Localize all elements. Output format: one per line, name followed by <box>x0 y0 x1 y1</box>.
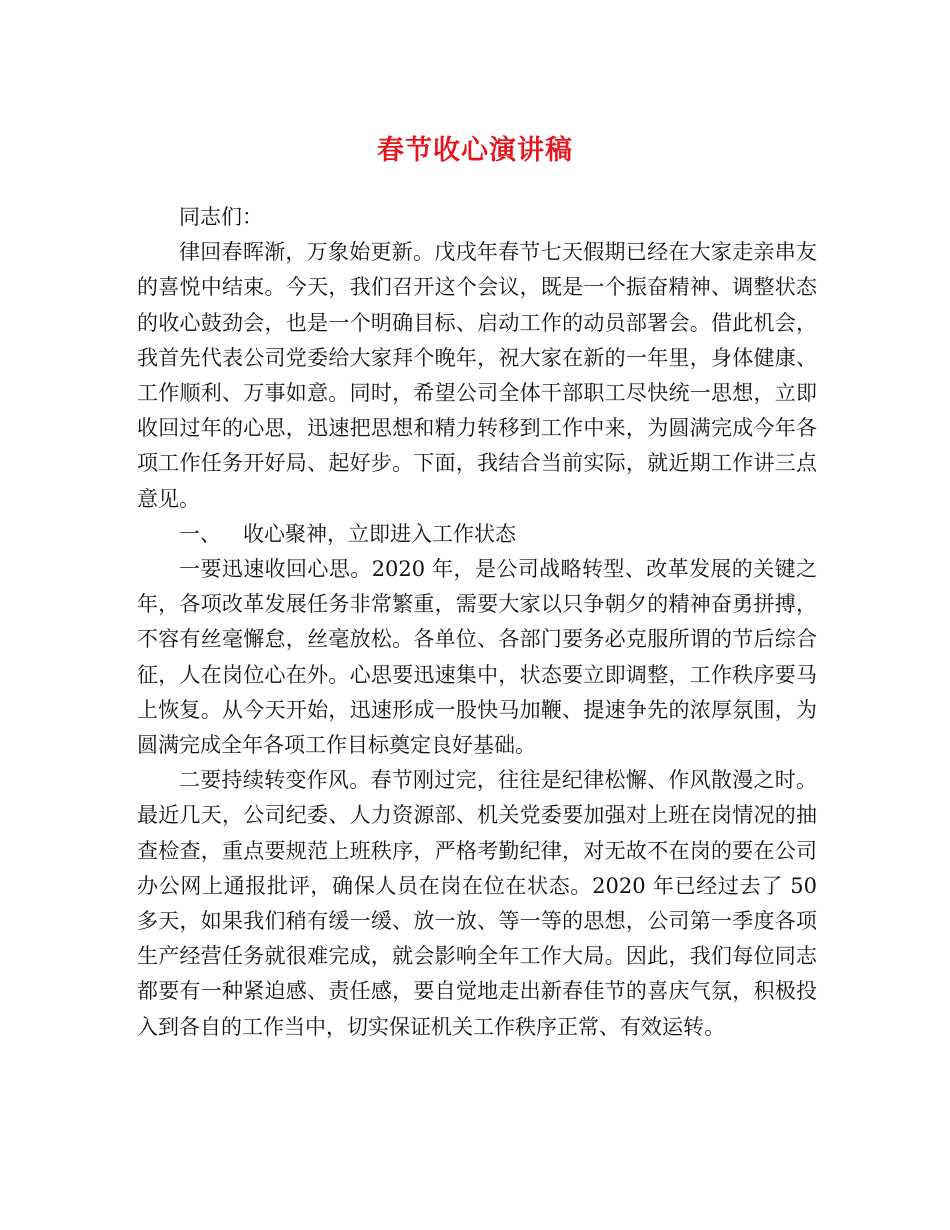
section-heading-1 <box>137 517 817 552</box>
greeting: 同志们： <box>179 205 263 229</box>
document-body <box>137 200 817 1045</box>
section-number: 一、 <box>179 521 221 546</box>
section-title: 收心聚神，立即进入工作状态 <box>243 521 516 546</box>
paragraph-intro: 律回春晖渐，万象始更新。戊戌年春节七天假期已经在大家走亲串友的喜悦中结束。今天，我们召开这个会议，既是一个振奋精神、调整状态的收心鼓劲会，也是一个明确目标、启动工作的动员部署会。借此机会，我首先代表公司党委给大家拜个晚年，祝大家在新的一年里，身体健康、工作顺利、万事如意。同时，希望公司全体干部职工尽快统一思想，立即收回过年的心思，迅速把思想和精力转移到工作中来，为圆满完成今年各项工作任务开好局、起好步。下面，我结合当前实际，就近期工作讲三点意见。 <box>137 240 817 511</box>
paragraph-section1-2: 二要持续转变作风。春节刚过完，往往是纪律松懈、作风散漫之时。最近几天，公司纪委、人力资源部、机关党委要加强对上班在岗情况的抽查检查，重点要规范上班秩序，严格考勤纪律，对无故不在岗的要在公司办公网上通报批评，确保人员在岗在位在状态。2020 年已经过去了 50 多天，如果我们稍有缓一缓、放一放、等一等的思想，公司第一季度各项生产经营任务就很难完成，就会影响全年工作大局。因此，我们每位同志都要有一种紧迫感、责任感，要自觉地走出新春佳节的喜庆气氛，积极投入到各自的工作当中，切实保证机关工作秩序正常、有效运转。 <box>137 768 817 1039</box>
paragraph-section1-1: 一要迅速收回心思。2020 年，是公司战略转型、改革发展的关键之年，各项改革发展任务非常繁重，需要大家以只争朝夕的精神奋勇拼搏，不容有丝毫懈怠，丝毫放松。各单位、各部门要务必克服所谓的节后综合征，人在岗位心在外。心思要迅速集中，状态要立即调整，工作秩序要马上恢复。从今天开始，迅速形成一股快马加鞭、提速争先的浓厚氛围，为圆满完成全年各项工作目标奠定良好基础。 <box>137 557 817 758</box>
document-title: 春节收心演讲稿 <box>377 135 573 166</box>
